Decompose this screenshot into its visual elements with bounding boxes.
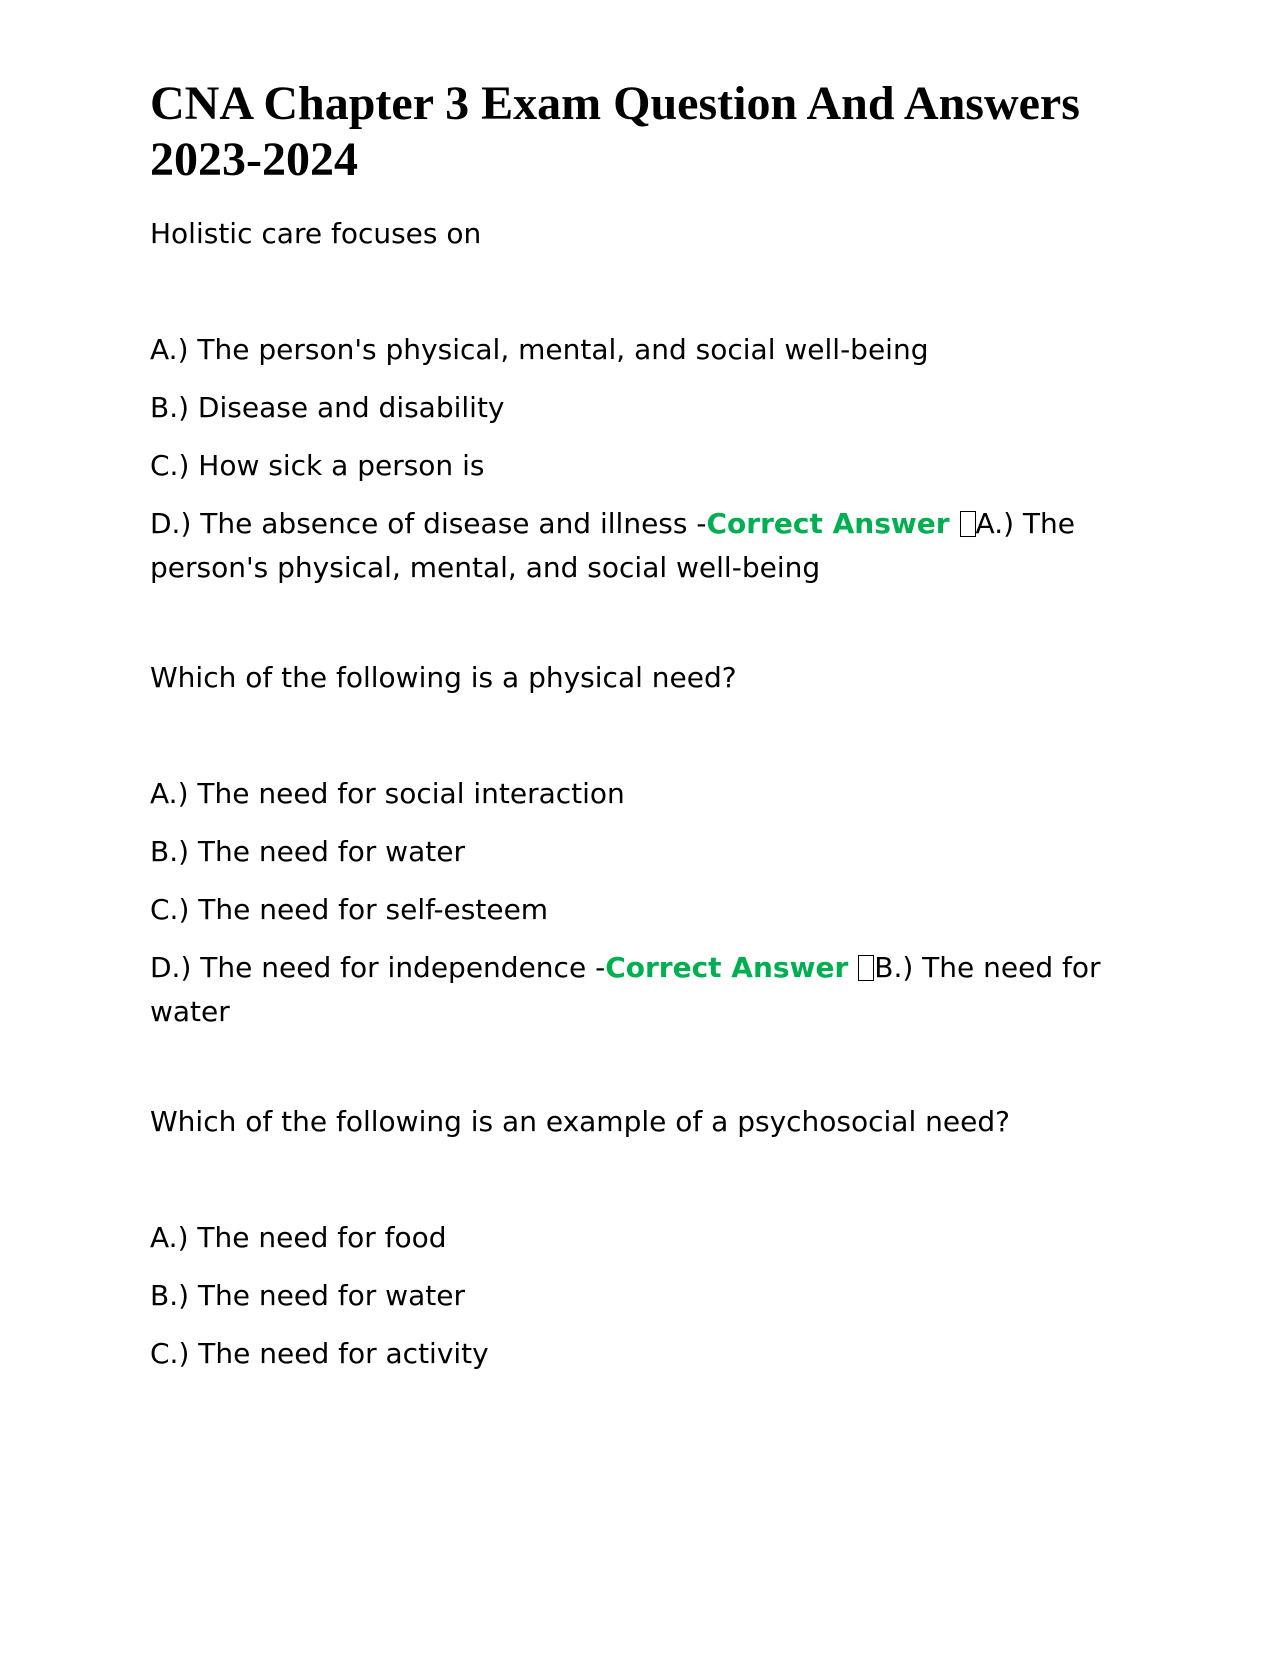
question-text: Holistic care focuses on xyxy=(150,217,482,250)
answer-option: B.) The need for water xyxy=(150,835,465,868)
missing-glyph-box-icon xyxy=(960,511,976,537)
answer-option: A.) The need for social interaction xyxy=(150,777,625,810)
missing-glyph-box-icon xyxy=(858,955,874,981)
answer-option: C.) The need for self-esteem xyxy=(150,893,549,926)
correct-answer-label: Correct Answer xyxy=(605,951,849,984)
question-text: Which of the following is an example of a psychosocial need? xyxy=(150,1105,1010,1138)
answer-option-with-correct-answer xyxy=(150,502,1150,590)
answer-option: B.) Disease and disability xyxy=(150,391,505,424)
answer-option: A.) The need for food xyxy=(150,1221,447,1254)
correct-answer-text: B.) The need for water xyxy=(150,951,1101,1028)
answer-option: A.) The person's physical, mental, and social well-being xyxy=(150,333,929,366)
correct-answer-label: Correct Answer xyxy=(706,507,950,540)
answer-option: C.) How sick a person is xyxy=(150,449,485,482)
correct-answer-text: A.) The person's physical, mental, and social well-being xyxy=(150,507,1076,584)
answer-option: B.) The need for water xyxy=(150,1279,465,1312)
answer-option-text: D.) The need for independence - xyxy=(150,951,606,984)
answer-option-text: D.) The absence of disease and illness - xyxy=(150,507,707,540)
answer-option: C.) The need for activity xyxy=(150,1337,489,1370)
document-title: CNA Chapter 3 Exam Question And Answers 2023-2024 xyxy=(150,77,1080,186)
answer-option-with-correct-answer xyxy=(150,946,1150,1034)
question-text: Which of the following is a physical need? xyxy=(150,661,737,694)
